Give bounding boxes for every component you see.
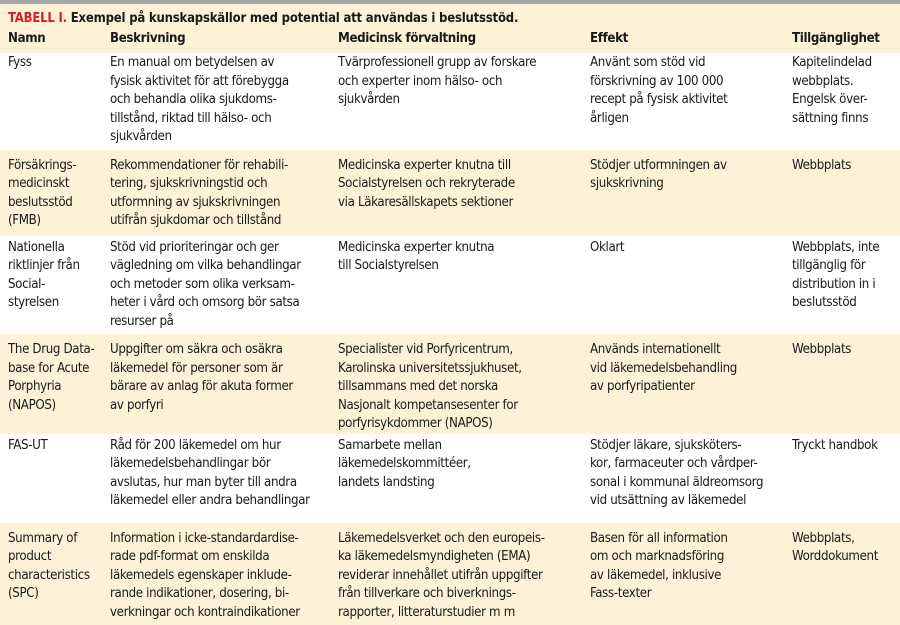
cell-text-line: En manual om betydelsen av: [110, 55, 275, 70]
cell-text-line: tillstånd, riktad till hälso- och: [110, 110, 272, 126]
cell-text-line: Nationella: [8, 239, 65, 255]
cell-text-line: The Drug Data-: [8, 342, 95, 357]
header-name: Namn: [0, 27, 102, 53]
cell-description: [102, 434, 330, 522]
cell-text-line: Oklart: [590, 239, 625, 255]
cell-text-line: Uppgifter om säkra och osäkra: [110, 342, 283, 357]
cell-text-line: sjukvården: [338, 92, 400, 107]
cell-text-line: product: [8, 549, 52, 564]
cell-description: [102, 236, 330, 333]
cell-governance: [330, 53, 582, 148]
cell-text-line: av läkemedel, inklusive: [590, 567, 722, 583]
cell-governance: [330, 148, 582, 236]
cell-governance: [330, 434, 582, 522]
cell-text-line: rande indikationer, dosering, bi-: [110, 586, 289, 601]
cell-name: [0, 333, 102, 434]
table-row: [0, 333, 900, 434]
cell-text-line: Webbplats, inte: [792, 239, 880, 255]
cell-text-line: (NAPOS): [8, 397, 56, 413]
cell-text-line: Används internationellt: [590, 342, 721, 357]
cell-effect: [582, 148, 784, 236]
cell-text-line: Basen för all information: [590, 530, 728, 546]
cell-text-line: utifrån sjukdomar och tillstånd: [110, 213, 282, 228]
table-row: [0, 521, 900, 625]
cell-text-line: Specialister vid Porfyricentrum,: [338, 342, 513, 357]
cell-text-line: kor, farmaceuter och vårdper-: [590, 456, 758, 471]
cell-text-line: Tryckt handbok: [792, 437, 878, 453]
cell-text-line: Läkemedelsverket och den europeis-: [338, 530, 545, 546]
cell-text-line: Tvärprofessionell grupp av forskare: [338, 55, 537, 70]
cell-text-line: från tillverkare och biverknings-: [338, 586, 516, 601]
cell-text-line: (FMB): [8, 213, 41, 228]
cell-effect: [582, 521, 784, 625]
cell-text-line: tillsammans med det norska: [338, 379, 498, 394]
cell-text-line: Worddokument: [792, 549, 878, 564]
cell-description: [102, 333, 330, 434]
cell-text-line: Summary of: [8, 530, 78, 546]
cell-text-line: Medicinska experter knutna: [338, 239, 495, 255]
cell-text-line: Samarbete mellan: [338, 437, 442, 453]
cell-text-line: porfyrisykdommer (NAPOS): [338, 416, 493, 431]
cell-text-line: styrelsen: [8, 295, 59, 310]
cell-text-line: till Socialstyrelsen: [338, 258, 439, 273]
table-caption-area: [0, 4, 900, 27]
cell-text-line: förskrivning av 100 000: [590, 73, 724, 89]
cell-text-line: Webbplats,: [792, 530, 855, 546]
cell-text-line: (SPC): [8, 586, 39, 601]
cell-text-line: resurser på: [110, 313, 174, 329]
cell-text-line: Stödjer utformningen av: [590, 157, 727, 173]
cell-text-line: Karolinska universitetssjukhuset,: [338, 360, 522, 376]
cell-text-line: Fyss: [8, 55, 32, 70]
cell-text-line: reviderar innehållet utifrån uppgifter: [338, 567, 543, 583]
header-row: [0, 27, 900, 53]
table-label: TABELL I.: [8, 11, 67, 26]
cell-governance: [330, 521, 582, 625]
cell-text-line: utformning av sjukskrivningen: [110, 194, 281, 210]
cell-text-line: årligen: [590, 110, 629, 126]
cell-text-line: Engelsk över-: [792, 92, 868, 107]
cell-text-line: verkningar och kontraindikationer: [110, 604, 300, 620]
cell-availability: [784, 434, 900, 522]
cell-text-line: Rekommendationer för rehabili-: [110, 157, 288, 173]
cell-text-line: beslutsstöd: [792, 295, 857, 310]
cell-text-line: avslutas, hur man byter till andra: [110, 474, 297, 490]
cell-effect: [582, 434, 784, 522]
cell-text-line: Nasjonalt kompetansesenter for: [338, 397, 518, 413]
cell-text-line: characteristics: [8, 567, 90, 583]
cell-text-line: Webbplats: [792, 157, 852, 173]
cell-text-line: Stödjer läkare, sjuksköters-: [590, 437, 742, 453]
cell-effect: [582, 236, 784, 333]
cell-text-line: läkemedelsbehandlingar bör: [110, 456, 271, 471]
cell-text-line: Medicinska experter knutna till: [338, 157, 511, 173]
cell-text-line: Porphyria: [8, 379, 62, 394]
knowledge-sources-table: [0, 27, 900, 625]
cell-availability: [784, 148, 900, 236]
cell-text-line: riktlinjer från: [8, 258, 80, 273]
cell-text-line: läkemedels egenskaper inklude-: [110, 567, 292, 583]
cell-text-line: Använt som stöd vid: [590, 55, 706, 70]
cell-description: [102, 521, 330, 625]
cell-text-line: rapporter, litteraturstudier m m: [338, 604, 515, 620]
cell-text-line: läkemedel eller andra behandlingar: [110, 493, 310, 508]
cell-text-line: FAS-UT: [8, 437, 48, 453]
cell-description: [102, 53, 330, 148]
cell-text-line: via Läkaresällskapets sektioner: [338, 194, 513, 210]
table-caption: [8, 11, 892, 26]
cell-text-line: recept på fysisk aktivitet: [590, 92, 728, 107]
cell-text-line: Stöd vid prioriteringar och ger: [110, 239, 279, 255]
cell-text-line: och metoder som olika verksam-: [110, 276, 295, 292]
cell-description: [102, 148, 330, 236]
cell-text-line: läkemedel för personer som är: [110, 360, 283, 376]
cell-text-line: sjukvården: [110, 129, 172, 144]
cell-availability: [784, 521, 900, 625]
table-title: Exempel på kunskapskällor med potential att användas i beslutsstöd.: [66, 11, 519, 26]
cell-text-line: medicinskt: [8, 176, 70, 191]
table-row: [0, 148, 900, 236]
cell-text-line: beslutsstöd: [8, 194, 73, 210]
cell-effect: [582, 53, 784, 148]
cell-text-line: läkemedelskommittéer,: [338, 456, 471, 471]
cell-effect: [582, 333, 784, 434]
table-row: [0, 236, 900, 333]
cell-text-line: base for Acute: [8, 360, 90, 376]
cell-governance: [330, 333, 582, 434]
cell-text-line: ka läkemedelsmyndigheten (EMA): [338, 549, 531, 564]
header-availability: Tillgänglighet: [784, 27, 900, 53]
cell-text-line: vägledning om vilka behandlingar: [110, 258, 301, 273]
cell-text-line: bärare av anlag för akuta former: [110, 379, 293, 394]
cell-text-line: tillgänglig för: [792, 258, 866, 273]
cell-text-line: sättning finns: [792, 110, 869, 126]
table-row: [0, 53, 900, 148]
cell-text-line: Socialstyrelsen och rekryterade: [338, 176, 515, 191]
cell-text-line: av porfyripatienter: [590, 379, 695, 394]
cell-name: [0, 53, 102, 148]
cell-name: [0, 434, 102, 522]
cell-text-line: Information i icke-standardardise-: [110, 530, 299, 546]
cell-text-line: om och marknadsföring: [590, 549, 725, 564]
cell-name: [0, 521, 102, 625]
cell-governance: [330, 236, 582, 333]
cell-text-line: sonal i kommunal äldreomsorg: [590, 474, 764, 490]
header-description: Beskrivning: [102, 27, 330, 53]
cell-text-line: och behandla olika sjukdoms-: [110, 92, 277, 107]
cell-text-line: sjukskrivning: [590, 176, 664, 191]
cell-text-line: landets landsting: [338, 474, 435, 490]
cell-text-line: distribution in i: [792, 276, 876, 292]
cell-name: [0, 236, 102, 333]
cell-text-line: och experter inom hälso- och: [338, 73, 503, 89]
header-governance: Medicinsk förvaltning: [330, 27, 582, 53]
cell-text-line: Webbplats: [792, 342, 852, 357]
cell-text-line: vid läkemedelsbehandling: [590, 360, 737, 376]
cell-text-line: Fass-texter: [590, 586, 652, 601]
cell-availability: [784, 53, 900, 148]
cell-text-line: av porfyri: [110, 397, 164, 413]
cell-text-line: Råd för 200 läkemedel om hur: [110, 437, 281, 453]
cell-text-line: fysisk aktivitet för att förebygga: [110, 73, 289, 89]
cell-text-line: webbplats.: [792, 73, 854, 89]
cell-text-line: Försäkrings-: [8, 157, 77, 173]
cell-availability: [784, 333, 900, 434]
cell-text-line: heter i vård och omsorg bör satsa: [110, 295, 300, 310]
cell-availability: [784, 236, 900, 333]
cell-text-line: vid utsättning av läkemedel: [590, 493, 747, 508]
cell-name: [0, 148, 102, 236]
table-row: [0, 434, 900, 522]
cell-text-line: Kapitelindelad: [792, 55, 872, 70]
header-effect: Effekt: [582, 27, 784, 53]
cell-text-line: tering, sjukskrivningstid och: [110, 176, 268, 191]
cell-text-line: rade pdf-format om enskilda: [110, 549, 270, 564]
cell-text-line: Social-: [8, 276, 46, 292]
